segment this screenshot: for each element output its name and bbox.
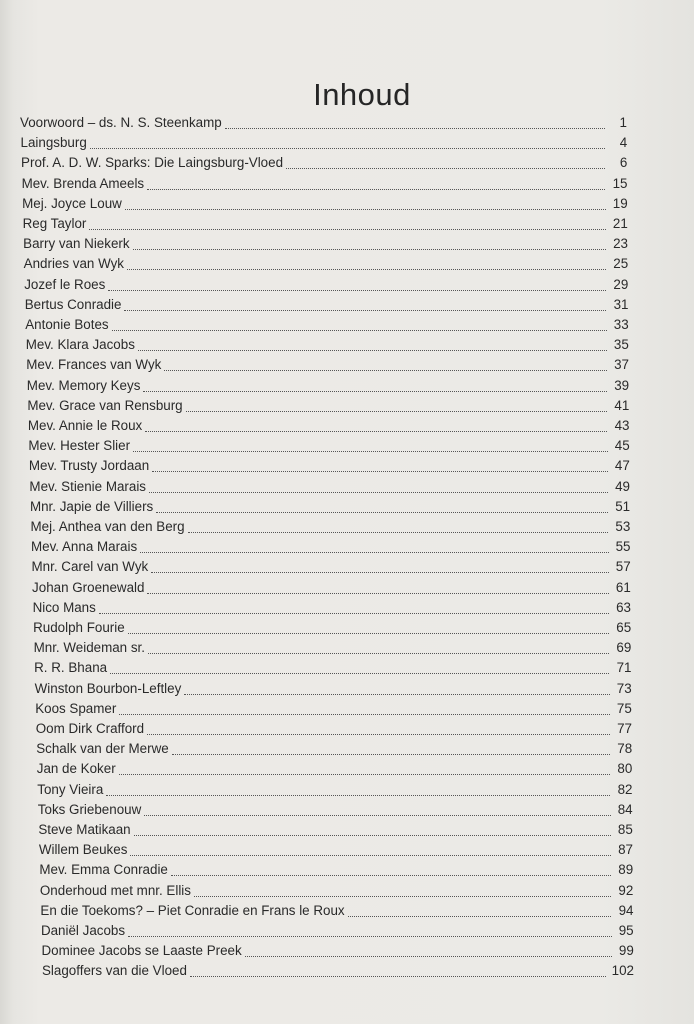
dot-leader: [151, 571, 608, 573]
dot-leader: [186, 410, 608, 412]
toc-entry-page-number: 33: [613, 317, 629, 332]
toc-entry: [29, 457, 630, 475]
toc-entry-title: Mev. Brenda Ameels: [21, 175, 145, 191]
toc-entry: [30, 518, 630, 536]
toc-entry-page-number: 15: [612, 175, 628, 191]
toc-entry-title: Willem Beukes: [38, 842, 128, 858]
toc-entry-page-number: 80: [617, 761, 633, 777]
toc-entry-title: Mev. Frances van Wyk: [26, 357, 162, 373]
toc-entry: [20, 114, 627, 132]
toc-entry-page-number: 6: [619, 155, 628, 171]
toc-entry-page-number: 94: [618, 902, 634, 918]
toc-entry-page-number: 87: [618, 842, 633, 858]
dot-leader: [188, 531, 609, 533]
toc-entry: [39, 841, 633, 859]
toc-entry-page-number: 61: [615, 579, 631, 595]
dot-leader: [194, 895, 611, 897]
dot-leader: [133, 248, 606, 250]
dot-leader: [138, 349, 607, 351]
toc-entry: [42, 962, 634, 980]
toc-entry: [37, 781, 632, 799]
toc-entry-title: Prof. A. D. W. Sparks: Die Laingsburg-Vloed: [21, 155, 284, 171]
dot-leader: [144, 814, 610, 816]
dot-leader: [147, 188, 605, 190]
dot-leader: [156, 511, 608, 513]
toc-entry: [27, 377, 629, 395]
toc-entry-page-number: 39: [614, 377, 630, 393]
dot-leader: [143, 390, 607, 392]
toc-entry: [38, 821, 633, 839]
dot-leader: [128, 935, 612, 937]
toc-entry-page-number: 25: [613, 256, 629, 272]
dot-leader: [128, 632, 610, 634]
toc-entry-title: Mev. Memory Keys: [26, 377, 141, 393]
toc-entry: [22, 195, 628, 213]
dot-leader: [147, 733, 610, 735]
toc-entry: [36, 720, 632, 738]
dot-leader: [286, 167, 605, 169]
toc-entry-page-number: 75: [616, 700, 632, 716]
toc-entry-page-number: 43: [614, 418, 630, 433]
toc-entry-title: Nico Mans: [32, 599, 96, 615]
toc-entry-title: En die Toekoms? – Piet Conradie en Frans le Roux: [40, 902, 345, 918]
toc-entry-page-number: 37: [614, 357, 629, 373]
toc-entry-title: Winston Bourbon-Leftley: [34, 680, 182, 696]
toc-entry: [33, 619, 631, 637]
toc-entry-title: Mnr. Weideman sr.: [33, 640, 145, 656]
dot-leader: [152, 470, 608, 472]
toc-entry: [38, 801, 633, 819]
toc-entry: [24, 255, 629, 273]
toc-entry-page-number: 85: [617, 822, 633, 837]
toc-entry-title: Slagoffers van die Vloed: [42, 963, 187, 979]
toc-entry-page-number: 73: [616, 680, 632, 696]
toc-entry-title: Jozef le Roes: [24, 276, 106, 292]
toc-entry-title: Toks Griebenouw: [37, 801, 142, 817]
toc-entry-title: Mev. Emma Conradie: [39, 862, 168, 878]
dot-leader: [106, 794, 610, 796]
toc-entry-title: Mev. Anna Marais: [31, 539, 138, 555]
dot-leader: [225, 127, 605, 129]
toc-entry: [28, 417, 630, 435]
toc-entry: [35, 700, 632, 718]
dot-leader: [125, 208, 606, 210]
toc-entry: [32, 579, 631, 597]
dot-leader: [133, 450, 608, 452]
dot-leader: [245, 955, 612, 957]
toc-entry-page-number: 65: [616, 620, 632, 635]
toc-entry-title: R. R. Bhana: [34, 660, 108, 676]
toc-entry: [39, 861, 633, 879]
toc-entry-title: Jan de Koker: [36, 761, 116, 777]
dot-leader: [145, 430, 607, 432]
toc-entry-title: Onderhoud met mnr. Ellis: [39, 882, 191, 898]
toc-entry-title: Steve Matikaan: [38, 822, 131, 837]
toc-entry-page-number: 95: [618, 923, 634, 938]
toc-entry-title: Oom Dirk Crafford: [35, 721, 145, 736]
toc-entry-page-number: 92: [618, 882, 634, 898]
toc-entry-title: Dominee Jacobs se Laaste Preek: [41, 943, 242, 959]
toc-entry: [37, 760, 633, 778]
toc-entry-page-number: 47: [614, 458, 630, 474]
toc-entry-page-number: 53: [615, 519, 631, 534]
page-title: Inhoud: [313, 76, 411, 112]
dot-leader: [112, 329, 607, 331]
toc-entry: [32, 558, 631, 576]
toc-entry-title: Antonie Botes: [25, 317, 109, 332]
dot-leader: [99, 612, 609, 614]
toc-entry-page-number: 69: [616, 640, 632, 656]
toc-entry: [25, 316, 628, 334]
dot-leader: [184, 693, 609, 695]
toc-entry: [34, 659, 631, 677]
toc-entry: [22, 175, 628, 193]
toc-entry-title: Andries van Wyk: [23, 256, 125, 272]
toc-entry-page-number: 55: [615, 539, 631, 555]
toc-entry-page-number: 49: [615, 478, 630, 494]
dot-leader: [148, 652, 609, 654]
toc-entry: [40, 882, 633, 900]
dot-leader: [140, 551, 608, 553]
toc-entry-page-number: 71: [616, 660, 632, 676]
toc-entry-title: Mnr. Carel van Wyk: [31, 559, 149, 575]
toc-entry-page-number: 21: [612, 216, 628, 231]
toc-entry: [21, 134, 628, 152]
dot-leader: [171, 874, 611, 876]
toc-entry-page-number: 57: [615, 559, 631, 575]
toc-entry-page-number: 4: [619, 135, 628, 151]
toc-entry-title: Mev. Hester Slier: [28, 438, 131, 454]
dot-leader: [90, 147, 605, 149]
toc-entry: [30, 498, 630, 516]
toc-entry-title: Bertus Conradie: [24, 296, 122, 312]
toc-entry: [24, 276, 628, 294]
toc-entry-page-number: 78: [617, 741, 633, 757]
toc-entry-title: Mnr. Japie de Villiers: [29, 498, 154, 514]
toc-entry-page-number: 82: [617, 781, 633, 797]
toc-entry-title: Barry van Niekerk: [23, 236, 130, 252]
toc-entry-title: Rudolph Fourie: [33, 620, 125, 635]
toc-entry-page-number: 99: [618, 943, 634, 959]
toc-entry: [33, 599, 631, 617]
toc-entry: [31, 538, 631, 556]
dot-leader: [147, 592, 608, 594]
dot-leader: [124, 309, 606, 311]
toc-entry-title: Voorwoord – ds. N. S. Steenkamp: [20, 115, 222, 130]
dot-leader: [130, 854, 611, 856]
toc-entry: [28, 437, 629, 455]
toc-entry: [26, 356, 629, 374]
dot-leader: [164, 369, 607, 371]
toc-entry-title: Mev. Grace van Rensburg: [27, 397, 183, 413]
toc-entry-title: Schalk van der Merwe: [36, 741, 169, 757]
toc-entry-title: Mev. Trusty Jordaan: [28, 458, 150, 474]
toc-entry-page-number: 35: [613, 337, 629, 353]
toc-entry: [36, 740, 632, 758]
toc-entry-page-number: 45: [614, 438, 630, 454]
toc-entry: [23, 215, 628, 233]
toc-entry-title: Daniël Jacobs: [40, 923, 126, 938]
toc-entry-title: Johan Groenewald: [32, 579, 145, 595]
toc-entry-page-number: 23: [613, 236, 628, 252]
dot-leader: [89, 228, 605, 230]
dot-leader: [172, 753, 610, 755]
toc-entry-title: Mej. Joyce Louw: [22, 195, 122, 211]
toc-entry: [23, 235, 628, 253]
toc-entry-page-number: 31: [613, 296, 629, 312]
dot-leader: [110, 672, 609, 674]
toc-entry-title: Mej. Anthea van den Berg: [30, 519, 185, 534]
toc-entry-page-number: 77: [617, 721, 632, 736]
dot-leader: [119, 713, 610, 715]
toc-entry: [40, 902, 633, 920]
toc-entry-page-number: 89: [618, 862, 634, 878]
dot-leader: [108, 289, 606, 291]
toc-entry-page-number: 41: [614, 397, 630, 413]
toc-entry: [27, 397, 629, 415]
toc-entry-title: Reg Taylor: [22, 216, 87, 231]
toc-entry-page-number: 1: [619, 115, 627, 130]
toc-entry: [21, 154, 627, 172]
toc-entry-page-number: 51: [615, 498, 631, 514]
toc-entry: [34, 639, 632, 657]
toc-entry-title: Laingsburg: [20, 135, 87, 151]
toc-entry: [25, 296, 629, 314]
toc-entry-page-number: 102: [611, 963, 634, 979]
toc-entry-title: Koos Spamer: [35, 700, 117, 716]
toc-entry: [41, 922, 634, 940]
toc-entry: [26, 336, 629, 354]
toc-entry: [29, 478, 630, 496]
dot-leader: [190, 975, 606, 977]
toc-entry-title: Mev. Stienie Marais: [29, 478, 147, 494]
toc-entry-title: Tony Vieira: [37, 781, 104, 797]
toc-entry-title: Mev. Annie le Roux: [27, 418, 143, 433]
dot-leader: [348, 915, 612, 917]
toc-entry-page-number: 19: [612, 195, 628, 211]
toc-entry-page-number: 84: [617, 801, 633, 817]
toc-entry-page-number: 29: [613, 276, 629, 292]
toc-entry-page-number: 63: [616, 599, 631, 615]
toc-entry: [41, 942, 633, 960]
toc-entry-title: Mev. Klara Jacobs: [25, 337, 135, 353]
toc-entry: [35, 680, 632, 698]
table-of-contents: [0, 114, 694, 979]
dot-leader: [119, 773, 611, 775]
dot-leader: [149, 491, 608, 493]
dot-leader: [134, 834, 611, 836]
dot-leader: [127, 268, 606, 270]
